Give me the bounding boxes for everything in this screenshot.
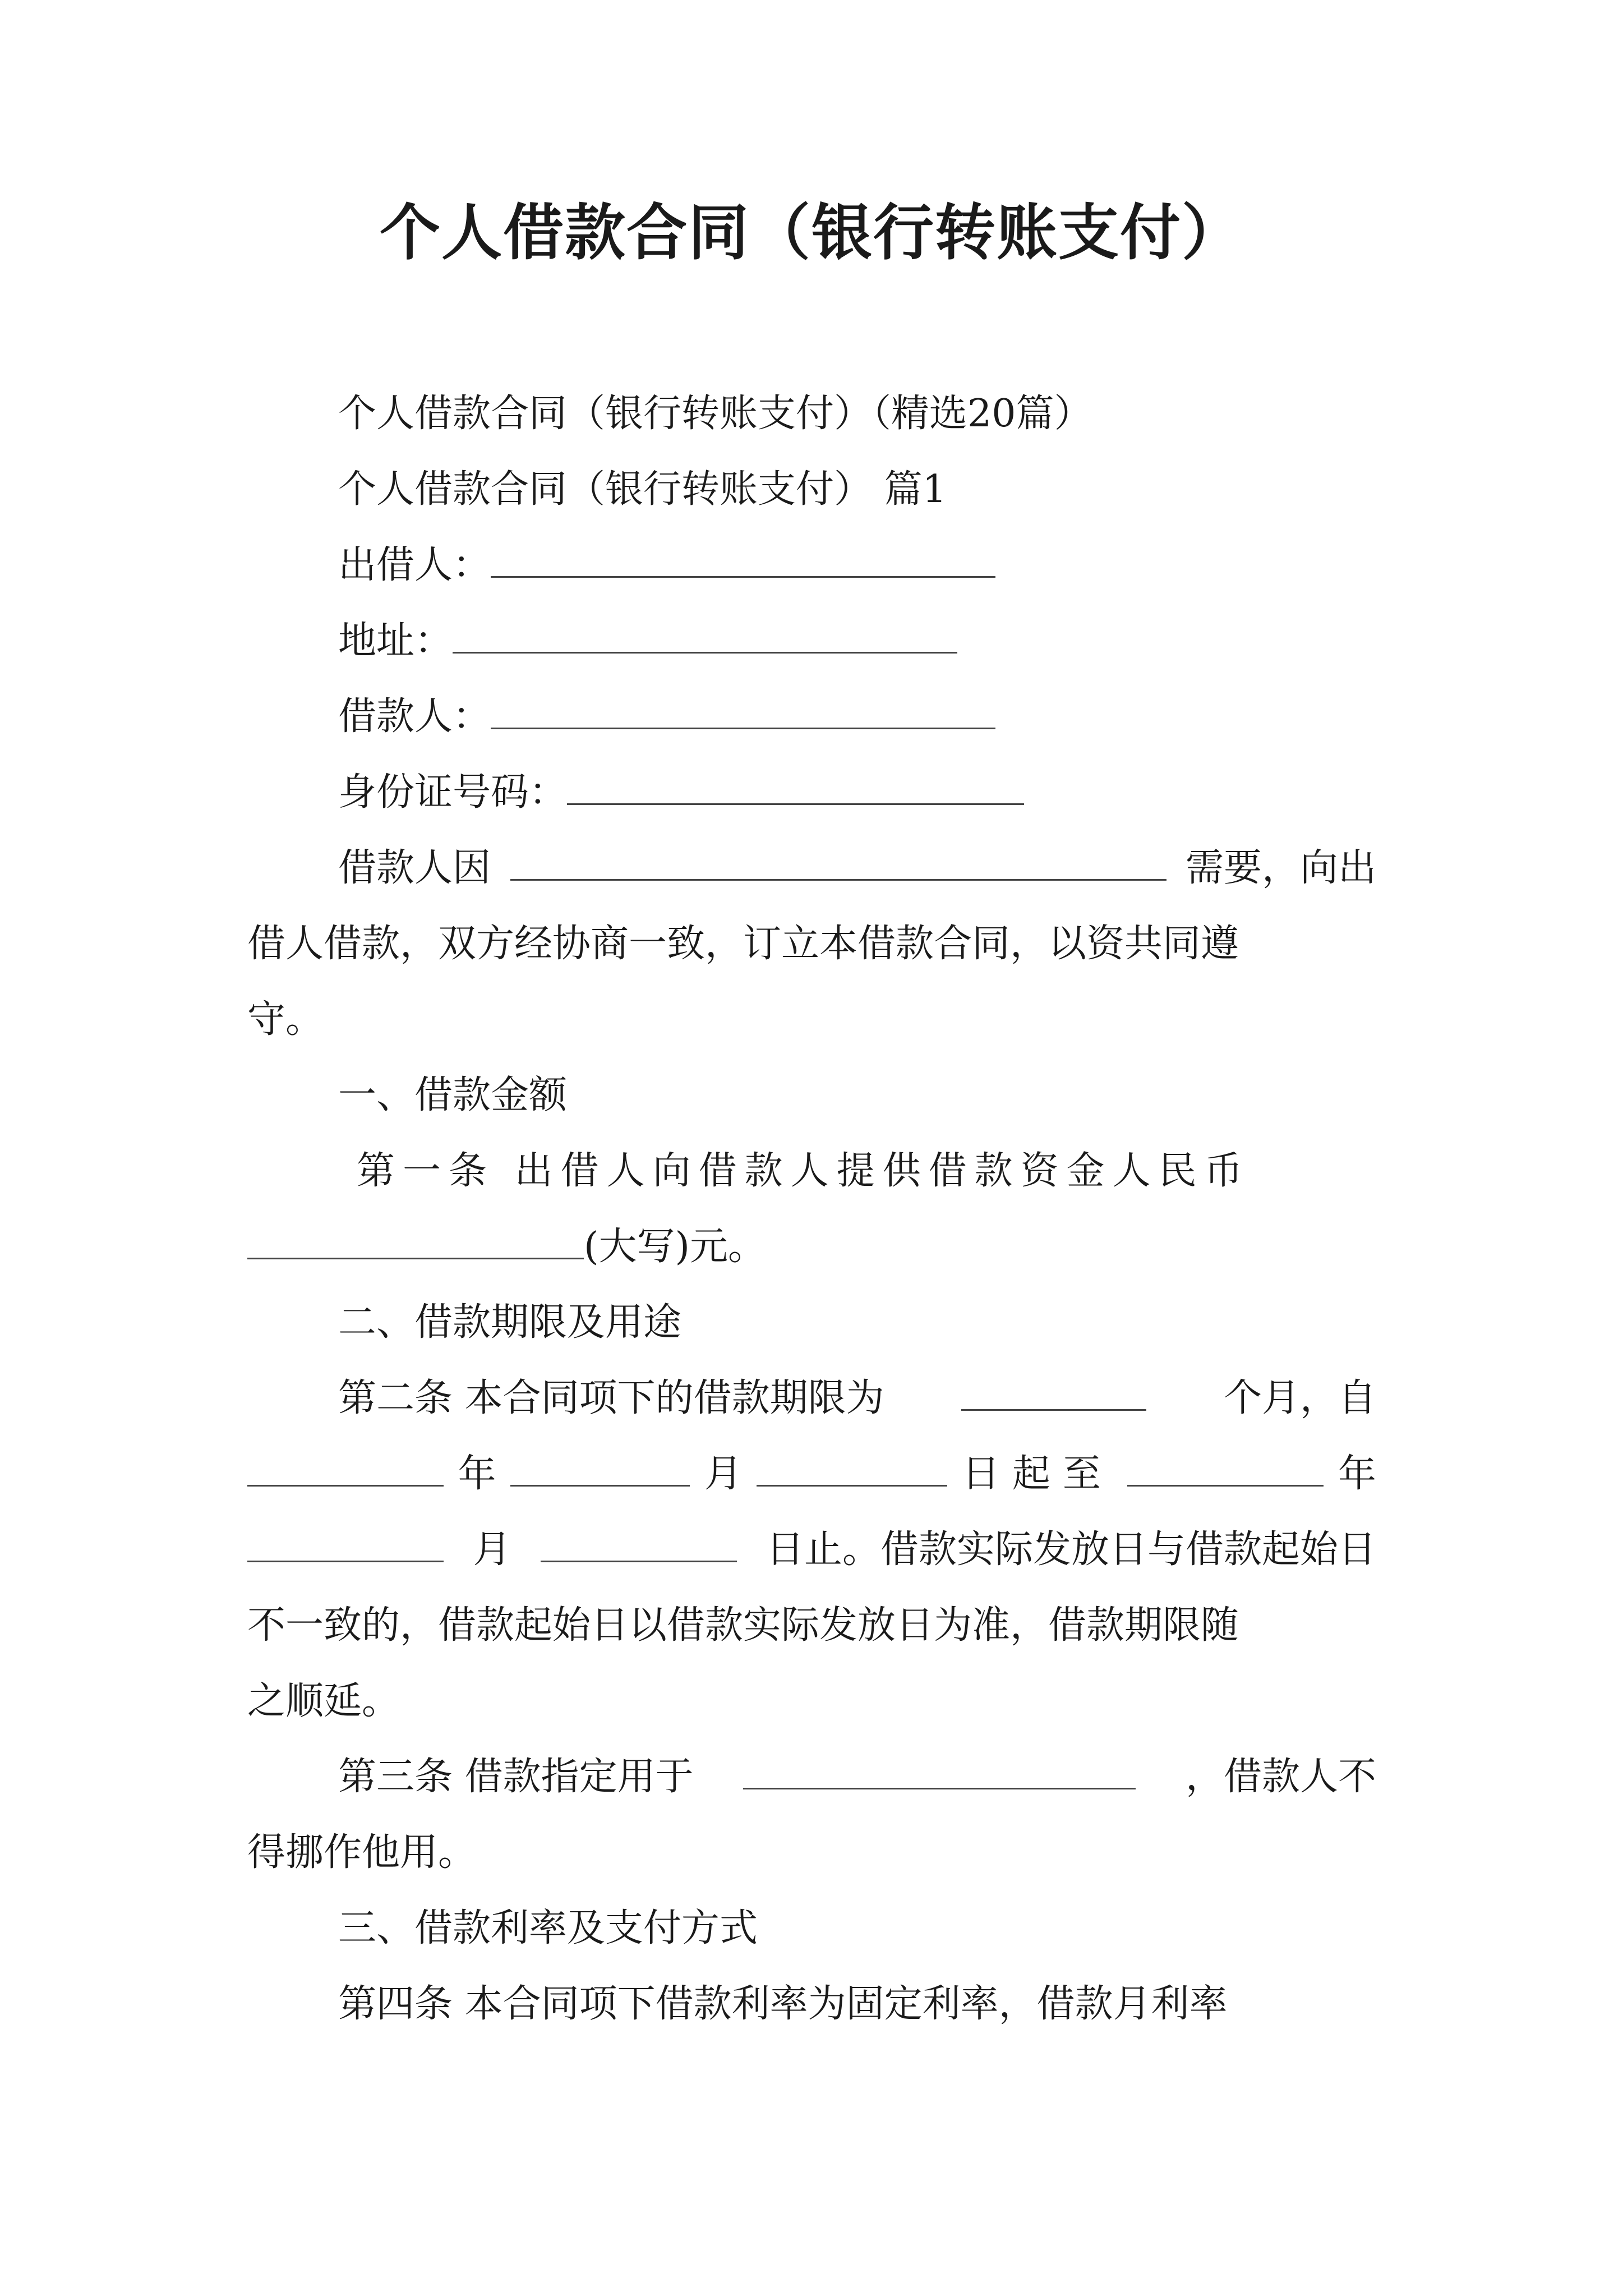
article-3-line-2: 得挪作他用。 (247, 1830, 477, 1875)
section-2-heading: 二、借款期限及用途 (338, 1300, 682, 1345)
year-label-2: 年 (1338, 1452, 1376, 1496)
borrower-label: 借款人： (338, 694, 491, 739)
month-label: 月 (704, 1452, 743, 1496)
address-label: 地址： (338, 619, 453, 663)
article-1-line-2 (247, 1219, 766, 1275)
end-year-blank[interactable] (1127, 1452, 1324, 1487)
borrower-field (338, 689, 995, 745)
start-year-blank[interactable] (247, 1452, 444, 1487)
article-3-line-1 (338, 1749, 1376, 1805)
article-2-line-1 (338, 1370, 1376, 1427)
article-2-text-b: 个月，自 (1223, 1376, 1376, 1420)
borrower-blank[interactable] (491, 695, 995, 729)
article-3-text-b: ，借款人不 (1185, 1755, 1376, 1799)
day-from-label: 日起至 (961, 1452, 1113, 1496)
id-number-label: 身份证号码： (338, 770, 568, 815)
article-1-line-1: 第一条 出借人向借款人提供借款资金人民币 (357, 1149, 1251, 1193)
purpose-blank[interactable] (743, 1755, 1136, 1789)
address-blank[interactable] (453, 619, 957, 654)
article-4-line-1: 第四条 本合同项下借款利率为固定利率，借款月利率 (338, 1982, 1228, 2026)
intro-text-a: 借款人因 (338, 846, 491, 890)
article-2-line-4: 不一致的，借款起始日以借款实际发放日为准，借款期限随 (247, 1603, 1239, 1648)
start-month-blank[interactable] (510, 1452, 690, 1487)
id-number-field (338, 765, 1024, 821)
article-2-line-2 (247, 1446, 1376, 1502)
address-field (338, 613, 957, 669)
section-1-heading: 一、借款金额 (338, 1073, 568, 1117)
id-number-blank[interactable] (567, 771, 1024, 805)
months-blank[interactable] (961, 1377, 1146, 1411)
article-3-text-a: 第三条 借款指定用于 (338, 1755, 694, 1799)
end-day-blank[interactable] (541, 1528, 737, 1562)
intro-line-1 (338, 840, 1376, 896)
lender-label: 出借人： (338, 543, 491, 587)
amount-blank[interactable] (247, 1225, 584, 1259)
article-2-line-5: 之顺延。 (247, 1679, 400, 1723)
document-title: 个人借款合同（银行转账支付） (379, 197, 1243, 268)
article-2-text-c: 日止。借款实际发放日与借款起始日 (766, 1527, 1376, 1572)
intro-line-2: 借人借款，双方经协商一致，订立本借款合同，以资共同遵 (247, 922, 1239, 966)
intro-text-b: 需要，向出 (1185, 846, 1376, 890)
document-subtitle: 个人借款合同（银行转账支付）（精选20篇） (338, 392, 1092, 436)
reason-blank[interactable] (510, 846, 1166, 881)
month-label-2: 月 (473, 1527, 511, 1572)
article-2-line-3 (247, 1522, 1376, 1578)
intro-line-3: 守。 (247, 997, 324, 1042)
section-heading: 个人借款合同（银行转账支付） 篇1 (338, 467, 947, 512)
article-2-text-a: 第二条 本合同项下的借款期限为 (338, 1376, 884, 1420)
lender-field (338, 537, 995, 593)
end-month-blank[interactable] (247, 1528, 444, 1562)
lender-blank[interactable] (491, 544, 995, 578)
amount-suffix: (大写)元。 (584, 1225, 767, 1269)
start-day-blank[interactable] (757, 1452, 947, 1487)
year-label: 年 (458, 1452, 496, 1496)
section-3-heading: 三、借款利率及支付方式 (338, 1906, 758, 1950)
